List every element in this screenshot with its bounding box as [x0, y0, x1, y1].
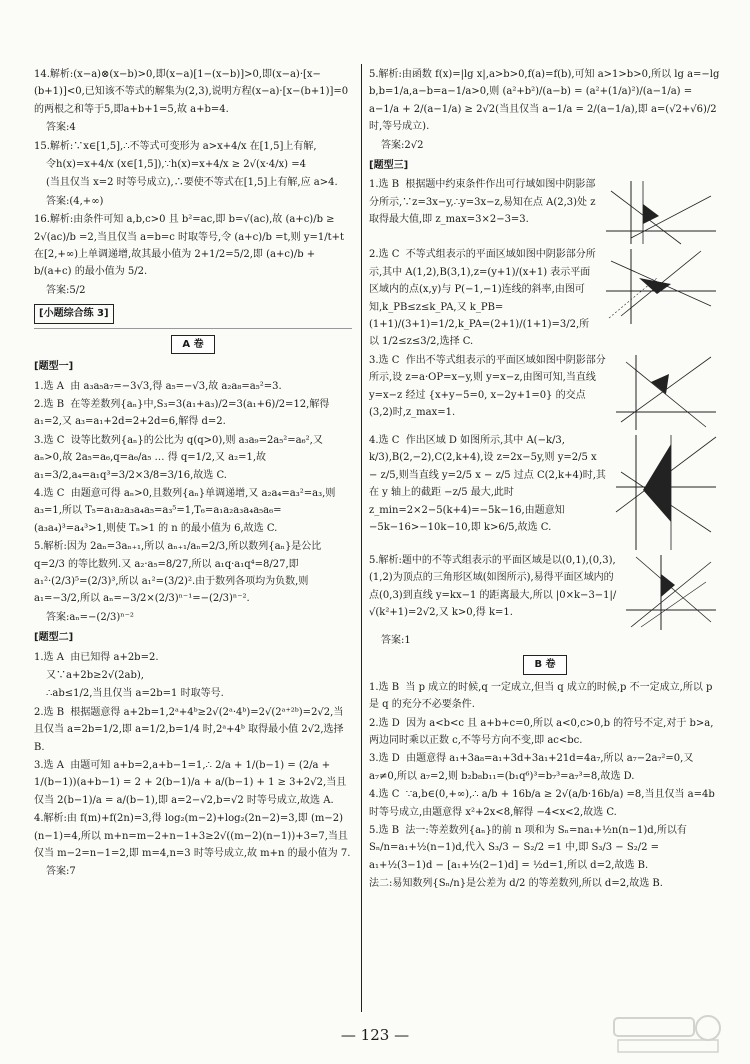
- answer-16: 16.解析:由条件可知 a,b,c>0 且 b²=ac,即 b=√(ac),故 (a+c)/b ≥ 2√(ac)/b =2,当且仅当 a=b=c 时取等号,令 (a+c)/b =t,则 y=1/t+t 在[2,+∞)上单调递增,故其最小值为 2+1/2=5/2,即 (a+c)/b + b/(a+c) 的最小值为 5/2.: [34, 214, 348, 278]
- volume-a-heading: [34, 335, 352, 354]
- c-q1: 1.选 B 根据题中约束条件作出可行域如图中阴影部分所示,∵z=3x−y,∴y=3x−z,易知在点 A(2,3)处 z 取得最大值,即 z_max=3×2−3=3.: [369, 179, 599, 226]
- b-q1-step2: ∴ab≤1/2,当且仅当 a=2b=1 时取等号.: [46, 688, 224, 700]
- answer-16-result: 答案:5/2: [46, 284, 86, 296]
- a-q3: 3.选 C 设等比数列{aₙ}的公比为 q(q>0),则 a₃a₉=2a₅²=a₆²,又 aₙ>0,故 2a₅=a₆,q=a₆/a₅ … 得 q=1/2,又 a₂=1,故 a₁=3/2,a₄=a₁q³=3/2×3/8=3/16,故选 C.: [34, 434, 327, 481]
- c-q5-result: 答案:1: [381, 634, 411, 646]
- answer-14: 14.解析:(x−a)⊗(x−b)>0,即(x−a)[1−(x−b)]>0,即(x−a)·[x−(b+1)]<0,已知该不等式的解集为(2,3),说明方程(x−a)·[x−(b+1)]=0的两根之和等于5,即a+b+1=5,故 a+b=4.: [34, 69, 349, 115]
- c-q2: 2.选 C 不等式组表示的平面区域如图中阴影部分所示,其中 A(1,2),B(3,1),z=(y+1)/(x+1) 表示平面区域内的点(x,y)与 P(−1,−1)连线的斜率,由图可知,k_PB≤z≤k_PA,又 k_PB=(1+1)/(3+1)=1/2,k_PA=(2+1)/(1+1)=3/2,所以 1/2≤z≤3/2,选择 C.: [369, 249, 596, 348]
- right-column: [369, 66, 721, 894]
- feasible-region-graph-1: [601, 176, 721, 246]
- d-q1: 1.选 B 当 p 成立的时候,q 一定成立,但当 q 成立的时候,p 不一定成立,所以 p 是 q 的充分不必要条件.: [369, 681, 716, 711]
- type-three-heading: [题型三]: [369, 160, 409, 172]
- answer-14-result: 答案:4: [46, 122, 76, 134]
- a-q4: 4.选 C 由题意可得 aₙ>0,且数列{aₙ}单调递增,又 a₂a₄=a₃²=a₃,则 a₃=1,所以 T₅=a₁a₂a₃a₄a₅=a₃⁵=1,T₆=a₁a₂a₃a₄a₅a₆=(a₃a₄)³=a₄³>1,则使 Tₙ>1 的 n 的最小值为 6,故选 C.: [34, 487, 339, 534]
- volume-b-label: B 卷: [523, 655, 566, 674]
- volume-a-label: A 卷: [171, 335, 214, 354]
- answer-15-step: 令h(x)=x+4/x (x∈[1,5]),∵h(x)=x+4/x ≥ 2√(x·4/x) =4: [46, 159, 306, 171]
- b-q4: 4.解析:由 f(m)+f(2n)=3,得 log₂(m−2)+log₂(2n−2)=3,即 (m−2)(n−1)=4,所以 m+n=m−2+n−1+3≥2√((m−2)(n−1))+3=7,当且仅当 m−2=n−1=2,即 m=4,n=3 时等号成立,故 m+n 的最小值为 7.: [34, 813, 351, 860]
- section-heading: [小题综合练 3]: [34, 304, 114, 323]
- answer-5: 5.解析:由函数 f(x)=|lg x|,a>b>0,f(a)=f(b),可知 a>1>b>0,所以 lg a=−lg b,b=1/a,a−b=a−1/a>0,则 (a²+b²)/(a−b) = (a²+(1/a)²)/(a−1/a) = a−1/a + 2/(a−1/a) ≥ 2√2(当且仅当 a−1/a = 2/(a−1/a),即 a=(√2+√6)/2 时,等号成立).: [369, 69, 723, 133]
- feasible-region-graph-2: [601, 246, 721, 326]
- b-q3: 3.选 A 由题可知 a+b=2,a+b−1=1,∴ 2/a + 1/(b−1) = (2/a + 1/(b−1))(a+b−1) = 2 + 2(b−1)/a + a/(b−1) + 1 ≥ 3+2√2,当且仅当 2(b−1)/a = a/(b−1),即 a=2−√2,b=√2 时等号成立,故选 A.: [34, 760, 347, 806]
- c-q3: 3.选 C 作出不等式组表示的平面区域如图中阴影部分所示,设 z=a·OP=x−y,则 y=x−z,由图可知,当直线 y=x−z 经过 {x+y−5=0, x−2y+1=0} 的交点(3,2)时,z_max=1.: [369, 354, 606, 419]
- a-q2: 2.选 B 在等差数列{aₙ}中,S₃=3(a₁+a₃)/2=3(a₁+6)/2=12,解得 a₁=2,又 a₃=a₁+2d=2+2d=6,解得 d=2.: [34, 398, 333, 428]
- b-q2: 2.选 B 根据题意得 a+2b=1,2ᵃ+4ᵇ≥2√(2ᵃ·4ᵇ)=2√(2ᵃ⁺²ᵇ)=2√2,当且仅当 a=2b=1/2,即 a=1/2,b=1/4 时,2ᵃ+4ᵇ 取得最小值 2√2,选择 B.: [34, 706, 347, 753]
- c-q5: 5.解析:题中的不等式组表示的平面区域是以(0,1),(0,3),(1,2)为顶点的三角形区域(如图所示),易得平面区域内的点(0,3)到直线 y=kx−1 的距离最大,所以 |0×k−3−1|/√(k²+1)=2√2,又 k>0,得 k=1.: [369, 554, 617, 619]
- d-q5: 5.选 B 法一:等差数列{aₙ}的前 n 项和为 Sₙ=na₁+½n(n−1)d,所以有 Sₙ/n=a₁+½(n−1)d,代入 S₃/3 − S₂/2 =1 中,即 S₃/3 − S₂/2 = a₁+½(3−1)d − [a₁+½(2−1)d] = ½d=1,所以 d=2,故选 B.: [369, 824, 691, 871]
- feasible-region-graph-3: [611, 352, 721, 432]
- page-number: — 123 —: [340, 1026, 410, 1044]
- c-q2-row: [369, 246, 721, 351]
- d-q5-method2: 法二:易知数列{Sₙ/n}是公差为 d/2 的等差数列,所以 d=2,故选 B.: [369, 878, 663, 890]
- d-q4: 4.选 C ∵a,b∈(0,+∞),∴ a/b + 16b/a ≥ 2√(a/b·16b/a) =8,当且仅当 a=4b 时等号成立,由题意得 x²+2x<8,解得 −4<x<2,故选 C.: [369, 789, 718, 818]
- volume-b-heading: [369, 655, 721, 674]
- d-q2: 2.选 D 因为 a<b<c 且 a+b+c=0,所以 a<0,c>0,b 的符号不定,对于 b>a,两边同时乘以正数 c,不等号方向不变,即 ac<bc.: [369, 717, 714, 746]
- answer-15-result: 答案:(4,+∞): [46, 195, 104, 207]
- section-rule: [34, 328, 352, 329]
- d-q3: 3.选 D 由题意得 a₁+3a₈=a₁+3d+3a₁+21d=4a₇,所以 a₇−2a₇²=0,又 a₇≠0,所以 a₇=2,则 b₂b₈b₁₁=(b₁q⁶)³=b₇³=a₇³=8,故选 D.: [369, 753, 697, 782]
- c-q3-row: [369, 352, 721, 432]
- b-q1: 1.选 A 由已知得 a+2b=2.: [34, 651, 159, 663]
- left-column: [34, 66, 352, 882]
- answer-15: 15.解析:∵x∈[1,5],∴不等式可变形为 a>x+4/x 在[1,5]上有解,: [34, 140, 317, 152]
- feasible-region-graph-5: [621, 552, 721, 632]
- c-q1-row: [369, 176, 721, 246]
- answer-15-step2: (当且仅当 x=2 时等号成立),∴要使不等式在[1,5]上有解,应 a>4.: [46, 177, 338, 189]
- type-two-heading: [题型二]: [34, 632, 74, 644]
- answer-5-result: 答案:2√2: [381, 139, 424, 151]
- c-q5-row: [369, 552, 721, 632]
- a-q5-result: 答案:aₙ=−(2/3)ⁿ⁻²: [46, 611, 134, 623]
- feasible-region-graph-4: [611, 432, 721, 552]
- b-q4-result: 答案:7: [46, 866, 76, 878]
- watermark-logo: [608, 1012, 728, 1056]
- column-divider: [361, 64, 362, 1012]
- b-q1-step: 又∵a+2b≥2√(2ab),: [46, 670, 144, 681]
- a-q1: 1.选 A 由 a₃a₅a₇=−3√3,得 a₅=−√3,故 a₂a₈=a₅²=3.: [34, 380, 282, 392]
- c-q4: 4.选 C 作出区域 D 如图所示,其中 A(−k/3, k/3),B(2,−2),C(2,k+4),设 z=2x−5y,则 y=2/5 x − z/5,则当直线 y=2/5 x − z/5 过点 C(2,k+4)时,其在 y 轴上的截距 −z/5 最大,此时 z_min=2×2−5(k+4)=−5k−16,由题意知 −5k−16>−10k−10,即 k>6/5,故选 C.: [369, 434, 606, 533]
- a-q5: 5.解析:因为 2aₙ=3aₙ₊₁,所以 aₙ₊₁/aₙ=2/3,所以数列{aₙ}是公比 q=2/3 的等比数列.又 a₂·a₅=8/27,所以 a₁q·a₁q⁴=8/27,即 a₁²·(2/3)⁵=(2/3)³,所以 a₁²=(3/2)².由于数列各项均为负数,则 a₁=−3/2,所以 aₙ=−3/2×(2/3)ⁿ⁻¹=−(2/3)ⁿ⁻².: [34, 541, 325, 605]
- c-q4-row: [369, 432, 721, 552]
- type-one-heading: [题型一]: [34, 361, 74, 373]
